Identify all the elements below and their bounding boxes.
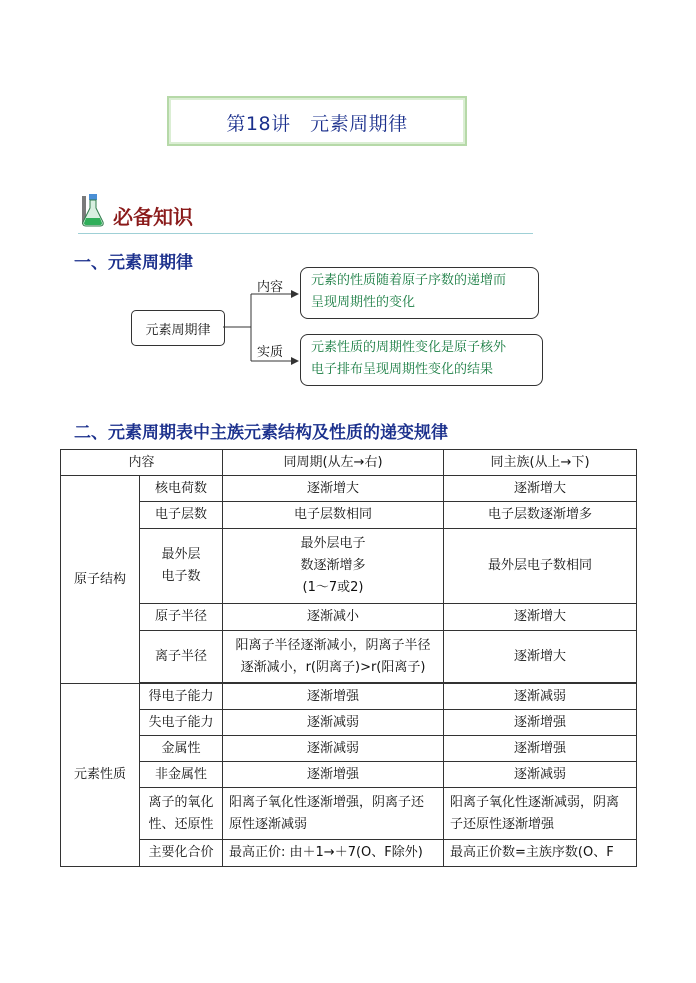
row-item: 失电子能力 [140, 710, 223, 736]
row-period: 逐渐减小 [223, 604, 444, 631]
row-period-line2: 数逐渐增多 [300, 558, 366, 573]
table-row [61, 788, 637, 840]
row-item: 主要化合价 [140, 840, 223, 867]
row-item: 非金属性 [140, 762, 223, 788]
branch-content-line1: 元素的性质随着原子序数的递增而 [311, 273, 507, 288]
row-group: 逐渐增大 [444, 631, 637, 683]
row-item-line1: 最外层 [161, 547, 201, 562]
table-row [61, 684, 637, 710]
table-row [61, 762, 637, 788]
branch-essence-box [300, 334, 543, 386]
row-period: 逐渐减弱 [223, 736, 444, 762]
header-period: 同周期(从左→右) [223, 450, 444, 476]
row-item: 电子层数 [140, 502, 223, 529]
row-item-line1: 离子的氧化 [148, 794, 214, 810]
row-period-line2: 逐渐减小，r(阴离子)>r(阳离子) [240, 659, 426, 675]
branch-content-line2: 呈现周期性的变化 [311, 295, 416, 310]
row-period-line2: 原性逐渐减弱 [229, 816, 308, 832]
row-item: 得电子能力 [140, 684, 223, 710]
group-label-structure: 原子结构 [61, 476, 140, 684]
row-period-line1: 阳离子半径逐渐减小，阴离子半径 [235, 637, 431, 653]
row-period: 电子层数相同 [223, 502, 444, 529]
row-group: 最高正价数=主族序数(O、F [444, 840, 637, 867]
row-group: 逐渐减弱 [444, 684, 637, 710]
row-period-line1: 阳离子氧化性逐渐增强，阴离子还 [229, 794, 425, 810]
branch-essence-line2: 电子排布呈现周期性变化的结果 [311, 362, 494, 377]
header-group: 同主族(从上→下) [444, 450, 637, 476]
row-item [140, 788, 223, 840]
branch-essence-line1: 元素性质的周期性变化是原子核外 [311, 340, 507, 355]
row-period: 逐渐增强 [223, 684, 444, 710]
row-group: 逐渐减弱 [444, 762, 637, 788]
row-item-line2: 性、还原性 [148, 816, 214, 832]
heading-table: 二、元素周期表中主族元素结构及性质的递变规律 [74, 423, 448, 443]
table-row [61, 840, 637, 867]
row-item: 金属性 [140, 736, 223, 762]
row-item-line2: 电子数 [161, 569, 201, 584]
row-period [223, 631, 444, 683]
row-item: 原子半径 [140, 604, 223, 631]
row-period: 逐渐减弱 [223, 710, 444, 736]
row-period: 逐渐增强 [223, 762, 444, 788]
row-item: 离子半径 [140, 631, 223, 683]
table-header-row [61, 450, 637, 476]
row-period-line3: (1～7或2) [302, 580, 364, 595]
row-period-line1: 最外层电子 [300, 536, 366, 551]
row-group: 电子层数逐渐增多 [444, 502, 637, 529]
row-period [223, 529, 444, 604]
diagram-root-label: 元素周期律 [145, 322, 211, 338]
row-group: 逐渐增大 [444, 476, 637, 502]
row-period: 最高正价: 由＋1→＋7(O、F除外) [223, 840, 444, 867]
table-row [61, 476, 637, 502]
properties-table [60, 449, 637, 867]
row-group: 逐渐增强 [444, 710, 637, 736]
row-item: 核电荷数 [140, 476, 223, 502]
table-row [61, 604, 637, 631]
heading-periodic-law: 一、元素周期律 [74, 253, 193, 273]
row-group-line2: 子还原性逐渐增强 [450, 816, 555, 832]
group-label-properties: 元素性质 [61, 684, 140, 867]
table-row [61, 529, 637, 604]
branch-content-label: 内容 [257, 280, 284, 295]
header-content: 内容 [61, 450, 223, 476]
table-row [61, 502, 637, 529]
branch-essence-label: 实质 [257, 345, 284, 360]
page-title: 第18讲 元素周期律 [226, 113, 408, 135]
row-group: 逐渐增强 [444, 736, 637, 762]
section-heading: 必备知识 [113, 205, 193, 229]
row-group: 逐渐增大 [444, 604, 637, 631]
row-group: 最外层电子数相同 [444, 529, 637, 604]
table-row [61, 736, 637, 762]
table-row [61, 631, 637, 683]
table-row [61, 710, 637, 736]
row-period [223, 788, 444, 840]
row-item [140, 529, 223, 604]
diagram-root-box [131, 310, 225, 346]
row-period: 逐渐增大 [223, 476, 444, 502]
row-group [444, 788, 637, 840]
row-group-line1: 阳离子氧化性逐渐减弱，阴离 [450, 794, 620, 810]
branch-content-box [300, 267, 539, 319]
